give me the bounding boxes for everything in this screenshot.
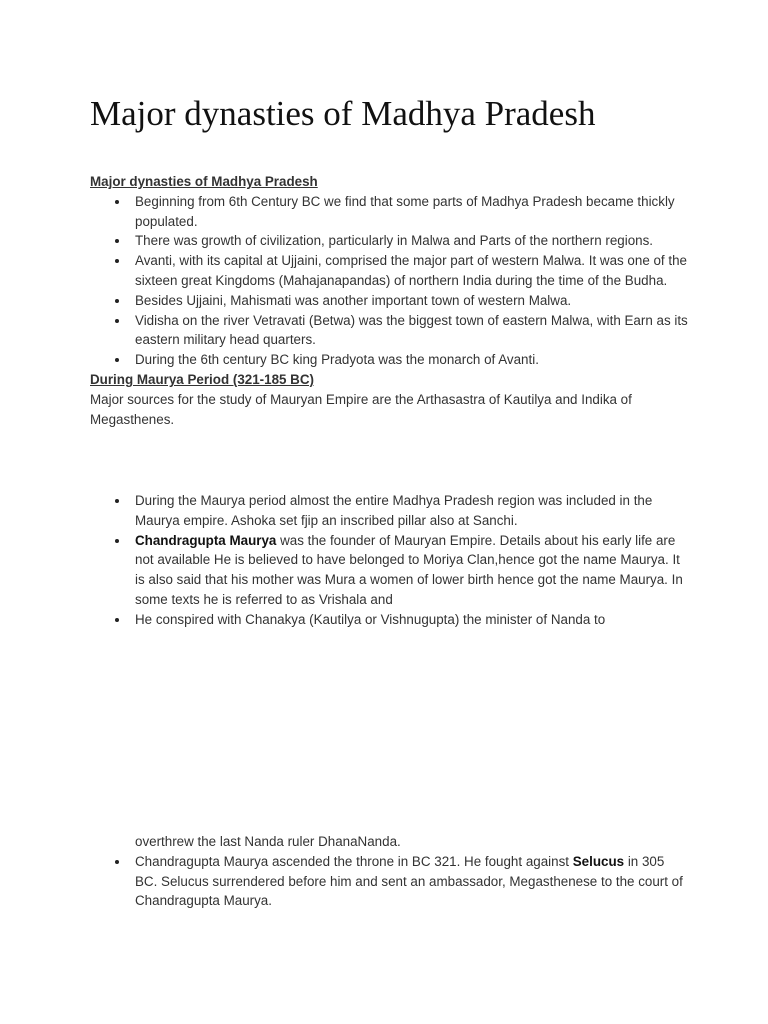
list-item: Beginning from 6th Century BC we find that some parts of Madhya Pradesh became thickly populated. [90, 192, 690, 232]
list-item: During the Maurya period almost the entire Madhya Pradesh region was included in the Maurya empire. Ashoka set fjip an inscribed pillar also at Sanchi. [90, 491, 690, 531]
bold-term: Chandragupta Maurya [135, 532, 277, 548]
list-item-text: Chandragupta Maurya ascended the throne in BC 321. He fought against [135, 853, 573, 869]
section-dynasties [90, 172, 690, 429]
list-item: Avanti, with its capital at Ujjaini, comprised the major part of western Malwa. It was one of the sixteen great Kingdoms (Mahajanapandas) of northern India during the time of the Budha. [90, 251, 690, 291]
list-item-continuation: overthrew the last Nanda ruler DhanaNanda. [135, 834, 401, 849]
list-item: He conspired with Chanakya (Kautilya or Vishnugupta) the minister of Nanda to [90, 610, 690, 630]
bullet-list [90, 192, 690, 370]
bullet-list [90, 491, 690, 630]
bullet-list [90, 832, 690, 911]
list-item [90, 531, 690, 610]
section-heading: During Maurya Period (321-185 BC) [90, 371, 314, 387]
list-item: Besides Ujjaini, Mahismati was another important town of western Malwa. [90, 291, 690, 311]
list-item-text: in 305 BC. Selucus surrendered before him and sent an ambassador, Megasthenese to the court of Chandragupta Maurya. [135, 853, 683, 909]
section-heading: Major dynasties of Madhya Pradesh [90, 174, 318, 189]
list-item-text: was the founder of Mauryan Empire. Details about his early life are not available He is believed to have belonged to Moriya Clan,hence got the name Maurya. It is also said that his mother was Mura a women of lower birth hence got the name Maurya. In some texts he is referred to as Vrishala and [135, 532, 683, 607]
paragraph: Major sources for the study of Mauryan Empire are the Arthasastra of Kautilya and Indika of Megasthenes. [90, 391, 632, 427]
section-maurya-continued [90, 832, 690, 911]
bold-term: Selucus [572, 853, 625, 869]
list-item: There was growth of civilization, particularly in Malwa and Parts of the northern regions. [90, 231, 690, 251]
list-item: During the 6th century BC king Pradyota was the monarch of Avanti. [90, 350, 690, 370]
list-item [90, 852, 690, 911]
section-maurya [90, 491, 690, 630]
list-item: Vidisha on the river Vetravati (Betwa) was the biggest town of eastern Malwa, with Earn as its eastern military head quarters. [90, 311, 690, 351]
document-title: Major dynasties of Madhya Pradesh [90, 94, 596, 133]
